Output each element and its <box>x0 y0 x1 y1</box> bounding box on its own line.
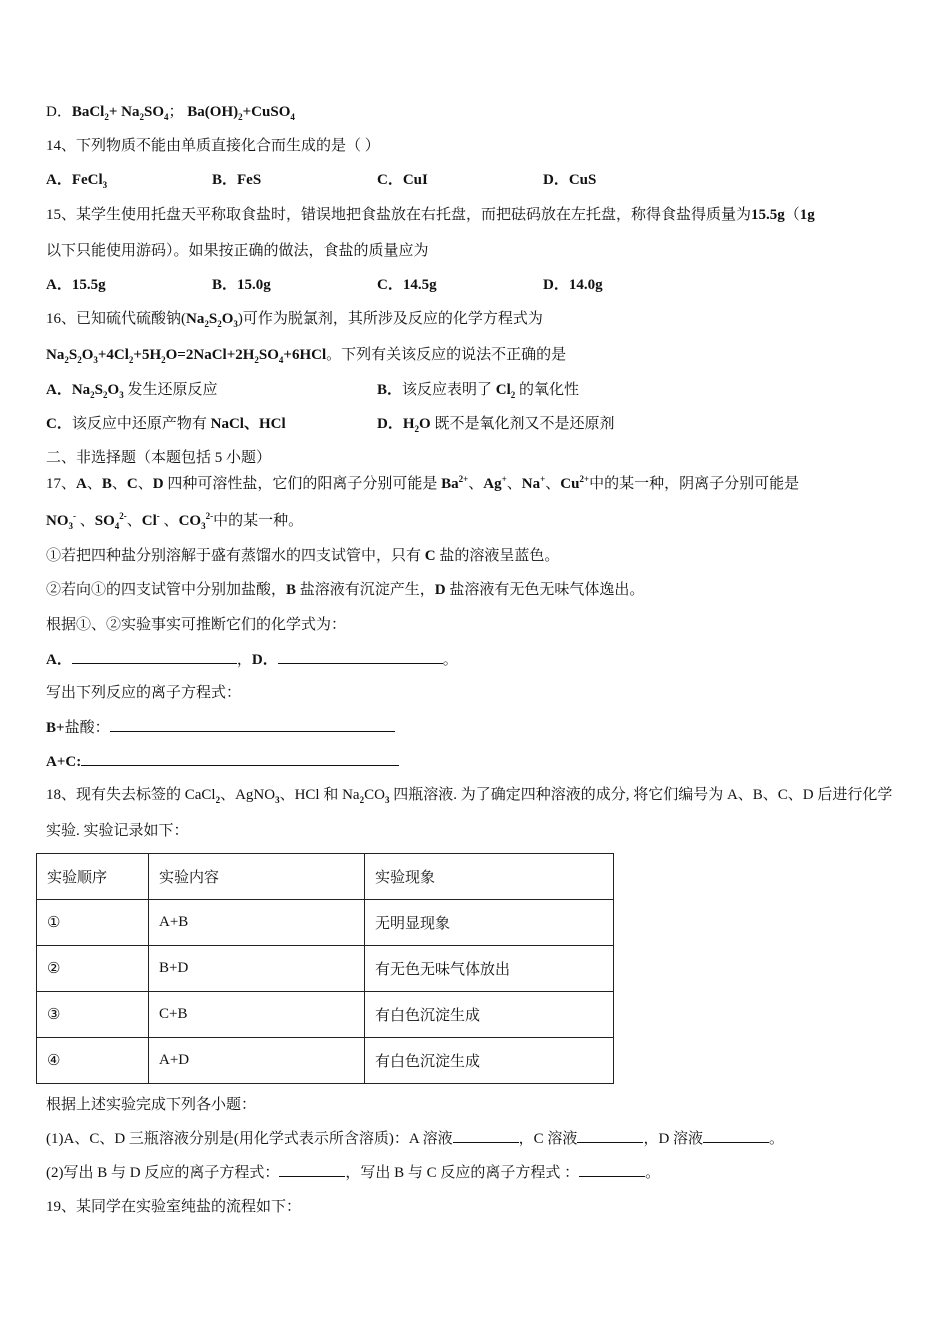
subscript: 2 <box>215 795 221 805</box>
subscript: 2 <box>414 424 420 434</box>
text-line <box>46 546 559 566</box>
formula-text: D．CuS <box>543 172 597 188</box>
formula-text: A+C: <box>46 754 82 770</box>
text-run: CO <box>364 787 385 803</box>
text-run: 18、现有失去标签的 CaCl <box>46 787 216 803</box>
text-run: 盐溶液有沉淀产生， <box>296 582 435 598</box>
table-cell: 有白色沉淀生成 <box>365 992 614 1038</box>
text-run: 中的某一种。 <box>213 513 304 529</box>
text-run: 四瓶溶液. 为了确定四种溶液的成分, 将它们编号为 A、B、C、D 后进行化学 <box>389 787 893 803</box>
formula-text: S <box>94 382 104 398</box>
answer-option <box>46 170 107 190</box>
formula-text: D．14.0g <box>543 277 603 293</box>
formula-text: A．Na <box>46 382 91 398</box>
text-line <box>46 474 799 494</box>
table-row <box>37 900 614 946</box>
formula-text: D． <box>251 652 278 668</box>
table-row <box>37 1038 614 1084</box>
formula-text: SO <box>94 513 115 529</box>
formula-text: Cl <box>141 513 157 529</box>
text-line <box>46 785 892 805</box>
answer-option <box>212 170 261 190</box>
text-run: ，D 溶液 <box>643 1131 704 1147</box>
formula-text: SO <box>258 347 279 363</box>
text-line <box>46 821 189 841</box>
subscript: 2 <box>139 112 144 122</box>
formula-text: O <box>221 311 234 327</box>
answer-blank <box>278 649 443 664</box>
superscript: - <box>73 511 76 521</box>
table-cell: 无明显现象 <box>365 900 614 946</box>
answer-blank <box>72 649 237 664</box>
text-run: 、 <box>111 476 127 492</box>
table-cell: 有无色无味气体放出 <box>365 946 614 992</box>
superscript: 2+ <box>458 474 469 484</box>
text-run: 、 <box>506 476 522 492</box>
formula-text: D <box>152 476 164 492</box>
text-run: 、 <box>137 476 153 492</box>
text-run: 盐的溶液呈蓝色。 <box>435 548 560 564</box>
superscript: 2- <box>205 511 214 521</box>
text-run: ，写出 B 与 C 反应的离子方程式 ： <box>345 1165 580 1181</box>
subscript: 2 <box>104 112 109 122</box>
text-run: 、 <box>545 476 561 492</box>
formula-text: O=2NaCl+2H <box>165 347 255 363</box>
formula-text: O <box>107 382 120 398</box>
table-cell: C+B <box>149 992 365 1038</box>
formula-text: C．14.5g <box>377 277 437 293</box>
text-line <box>46 241 429 261</box>
text-line <box>46 448 271 468</box>
text-run: )可作为脱氯剂，其所涉及反应的化学方程式为 <box>237 311 543 327</box>
text-run: 二、非选择题（本题包括 5 小题） <box>46 450 272 466</box>
text-run: 、 <box>86 476 102 492</box>
table-header: 实验顺序 <box>37 854 149 900</box>
formula-text: BaCl <box>71 104 105 120</box>
formula-text: + Na <box>108 104 140 120</box>
subscript: 2 <box>128 355 134 365</box>
subscript: 3 <box>93 355 98 365</box>
text-run: 、AgNO <box>220 787 276 803</box>
formula-text: B． <box>377 382 403 398</box>
table-cell: ② <box>37 946 149 992</box>
table-header: 实验现象 <box>365 854 614 900</box>
formula-text: NaCl、HCl <box>210 416 286 432</box>
table-row <box>37 946 614 992</box>
subscript: 4 <box>290 112 295 122</box>
formula-text: 15.5g <box>751 207 785 223</box>
superscript: - <box>156 511 160 521</box>
text-run: 盐溶液有无色无味气体逸出。 <box>445 582 645 598</box>
formula-text: A． <box>46 652 72 668</box>
text-run: 15、某学生使用托盘天平称取食盐时，错误地把食盐放在右托盘，而把砝码放在左托盘，称得食盐得质量为 <box>46 207 752 223</box>
text-run: 四种可溶性盐，它们的阳离子分别可能是 <box>163 476 442 492</box>
superscript: 2+ <box>579 474 590 484</box>
formula-text: +4Cl <box>97 347 129 363</box>
answer-blank <box>579 1162 645 1177</box>
text-line <box>46 1128 784 1149</box>
text-line <box>46 649 458 670</box>
table-cell: A+D <box>149 1038 365 1084</box>
text-run: 、 <box>468 476 484 492</box>
answer-blank <box>110 717 395 732</box>
text-run: ②若向①的四支试管中分别加盐酸， <box>46 582 287 598</box>
text-run: (2)写出 B 与 D 反应的离子方程式： <box>46 1165 280 1181</box>
text-line <box>46 1095 256 1115</box>
table-header-row <box>37 854 614 900</box>
text-run: 该反应表明了 <box>402 382 496 398</box>
subscript: 2 <box>77 355 82 365</box>
table-cell: ④ <box>37 1038 149 1084</box>
text-run: 。 <box>645 1165 661 1181</box>
subscript: 3 <box>233 319 238 329</box>
formula-text: B．15.0g <box>212 277 271 293</box>
subscript: 2 <box>64 355 69 365</box>
subscript: 3 <box>384 795 390 805</box>
text-run: 。下列有关该反应的说法不正确的是 <box>326 347 567 363</box>
text-run: 、HCl 和 Na <box>279 787 360 803</box>
formula-text: O <box>81 347 94 363</box>
text-line <box>46 136 380 156</box>
text-run: 的氧化性 <box>515 382 580 398</box>
formula-text: S <box>68 347 78 363</box>
text-run: 19、某同学在实验室纯盐的流程如下： <box>46 1199 302 1215</box>
formula-text: SO <box>144 104 165 120</box>
formula-text: Na <box>521 476 541 492</box>
text-line <box>46 309 543 329</box>
text-run: ， <box>236 652 252 668</box>
text-run: 、 <box>159 513 179 529</box>
superscript: + <box>501 474 507 484</box>
formula-text: A <box>76 476 87 492</box>
answer-option <box>543 275 603 295</box>
formula-text: B <box>286 582 297 598</box>
subscript: 3 <box>102 180 108 190</box>
formula-text: Cl <box>495 382 511 398</box>
formula-text: D．H <box>377 416 415 432</box>
formula-text: S <box>208 311 218 327</box>
formula-text: D <box>434 582 446 598</box>
subscript: 2 <box>204 319 209 329</box>
text-run: （ <box>784 207 800 223</box>
experiment-table <box>36 853 614 1084</box>
text-line <box>46 751 399 772</box>
answer-blank <box>81 751 399 766</box>
text-run: 16、已知硫代硫酸钠( <box>46 311 186 327</box>
subscript: 2 <box>359 795 365 805</box>
text-line <box>46 511 303 531</box>
text-line <box>46 102 295 122</box>
text-line <box>46 615 346 635</box>
text-line <box>46 683 241 703</box>
subscript: 3 <box>119 390 124 400</box>
formula-text: O <box>419 416 431 432</box>
subscript: 4 <box>164 112 169 122</box>
formula-text: 1g <box>799 207 815 223</box>
subscript: 4 <box>114 521 120 531</box>
subscript: 2 <box>103 390 108 400</box>
formula-text: B．FeS <box>212 172 262 188</box>
formula-text: CO <box>178 513 202 529</box>
text-run: 写出下列反应的离子方程式： <box>46 685 242 701</box>
formula-text: B+ <box>46 720 65 736</box>
text-run: ，C 溶液 <box>518 1131 578 1147</box>
text-run: 、 <box>126 513 142 529</box>
table-cell: B+D <box>149 946 365 992</box>
subscript: 2 <box>90 390 95 400</box>
subscript: 2 <box>161 355 166 365</box>
text-line <box>46 1197 301 1217</box>
text-run: 发生还原反应 <box>123 382 218 398</box>
text-line <box>46 1162 660 1183</box>
superscript: + <box>540 474 546 484</box>
text-run: 17、 <box>46 476 77 492</box>
subscript: 2 <box>238 112 243 122</box>
formula-text: Ba <box>441 476 459 492</box>
formula-text: +CuSO <box>242 104 291 120</box>
formula-text: Ag <box>483 476 502 492</box>
answer-blank <box>703 1128 769 1143</box>
text-run: 实验. 实验记录如下： <box>46 823 189 839</box>
subscript: 4 <box>278 355 284 365</box>
text-run: 。 <box>442 652 458 668</box>
formula-text: Na <box>186 311 205 327</box>
text-line <box>46 717 395 738</box>
answer-option <box>212 275 271 295</box>
formula-text: NO <box>46 513 69 529</box>
subscript: 3 <box>275 795 280 805</box>
text-run: 该反应中还原产物有 <box>71 416 211 432</box>
formula-text: B <box>101 476 112 492</box>
answer-option <box>377 414 614 434</box>
text-run: ①若把四种盐分别溶解于盛有蒸馏水的四支试管中，只有 <box>46 548 425 564</box>
table-cell: 有白色沉淀生成 <box>365 1038 614 1084</box>
formula-text: A．FeCl <box>46 172 103 188</box>
table-header: 实验内容 <box>149 854 365 900</box>
text-run: (1)A、C、D 三瓶溶液分别是(用化学式表示所含溶质)：A 溶液 <box>46 1131 453 1147</box>
formula-text: +5H <box>133 347 162 363</box>
answer-option <box>543 170 596 190</box>
subscript: 3 <box>68 521 73 531</box>
subscript: 3 <box>201 521 206 531</box>
subscript: 2 <box>510 390 516 400</box>
text-run: D． <box>46 104 72 120</box>
text-run: 、 <box>76 513 95 529</box>
answer-option <box>377 170 428 190</box>
table-row <box>37 992 614 1038</box>
text-run: 根据上述实验完成下列各小题： <box>46 1097 257 1113</box>
superscript: 2- <box>119 511 127 521</box>
formula-text: C． <box>46 416 72 432</box>
formula-text: C <box>126 476 138 492</box>
answer-blank <box>577 1128 643 1143</box>
text-run: ； <box>168 104 188 120</box>
formula-text: C．CuI <box>377 172 428 188</box>
text-run: 14、下列物质不能由单质直接化合而生成的是（ ） <box>46 138 380 154</box>
text-run: 根据①、②实验事实可推断它们的化学式为： <box>46 617 347 633</box>
table-cell: A+B <box>149 900 365 946</box>
answer-option <box>46 275 106 295</box>
formula-text: Cu <box>560 476 580 492</box>
answer-option <box>46 414 286 434</box>
text-line <box>46 205 815 225</box>
formula-text: C <box>424 548 436 564</box>
table-cell: ① <box>37 900 149 946</box>
formula-text: A．15.5g <box>46 277 106 293</box>
formula-text: +6HCl <box>283 347 327 363</box>
answer-option <box>46 380 217 400</box>
answer-option <box>377 275 437 295</box>
text-run: 盐酸： <box>64 720 110 736</box>
text-run: 中的某一种，阴离子分别可能是 <box>589 476 800 492</box>
answer-blank <box>279 1162 345 1177</box>
formula-text: Na <box>46 347 65 363</box>
text-run: 既不是氧化剂又不是还原剂 <box>430 416 615 432</box>
table-cell: ③ <box>37 992 149 1038</box>
text-line <box>46 580 644 600</box>
text-line <box>46 345 566 365</box>
formula-text: Ba(OH) <box>187 104 239 120</box>
text-run: 。 <box>769 1131 785 1147</box>
subscript: 2 <box>217 319 222 329</box>
subscript: 2 <box>254 355 259 365</box>
text-run: 以下只能使用游码）。如果按正确的做法，食盐的质量应为 <box>46 243 429 259</box>
answer-blank <box>453 1128 519 1143</box>
answer-option <box>377 380 579 400</box>
